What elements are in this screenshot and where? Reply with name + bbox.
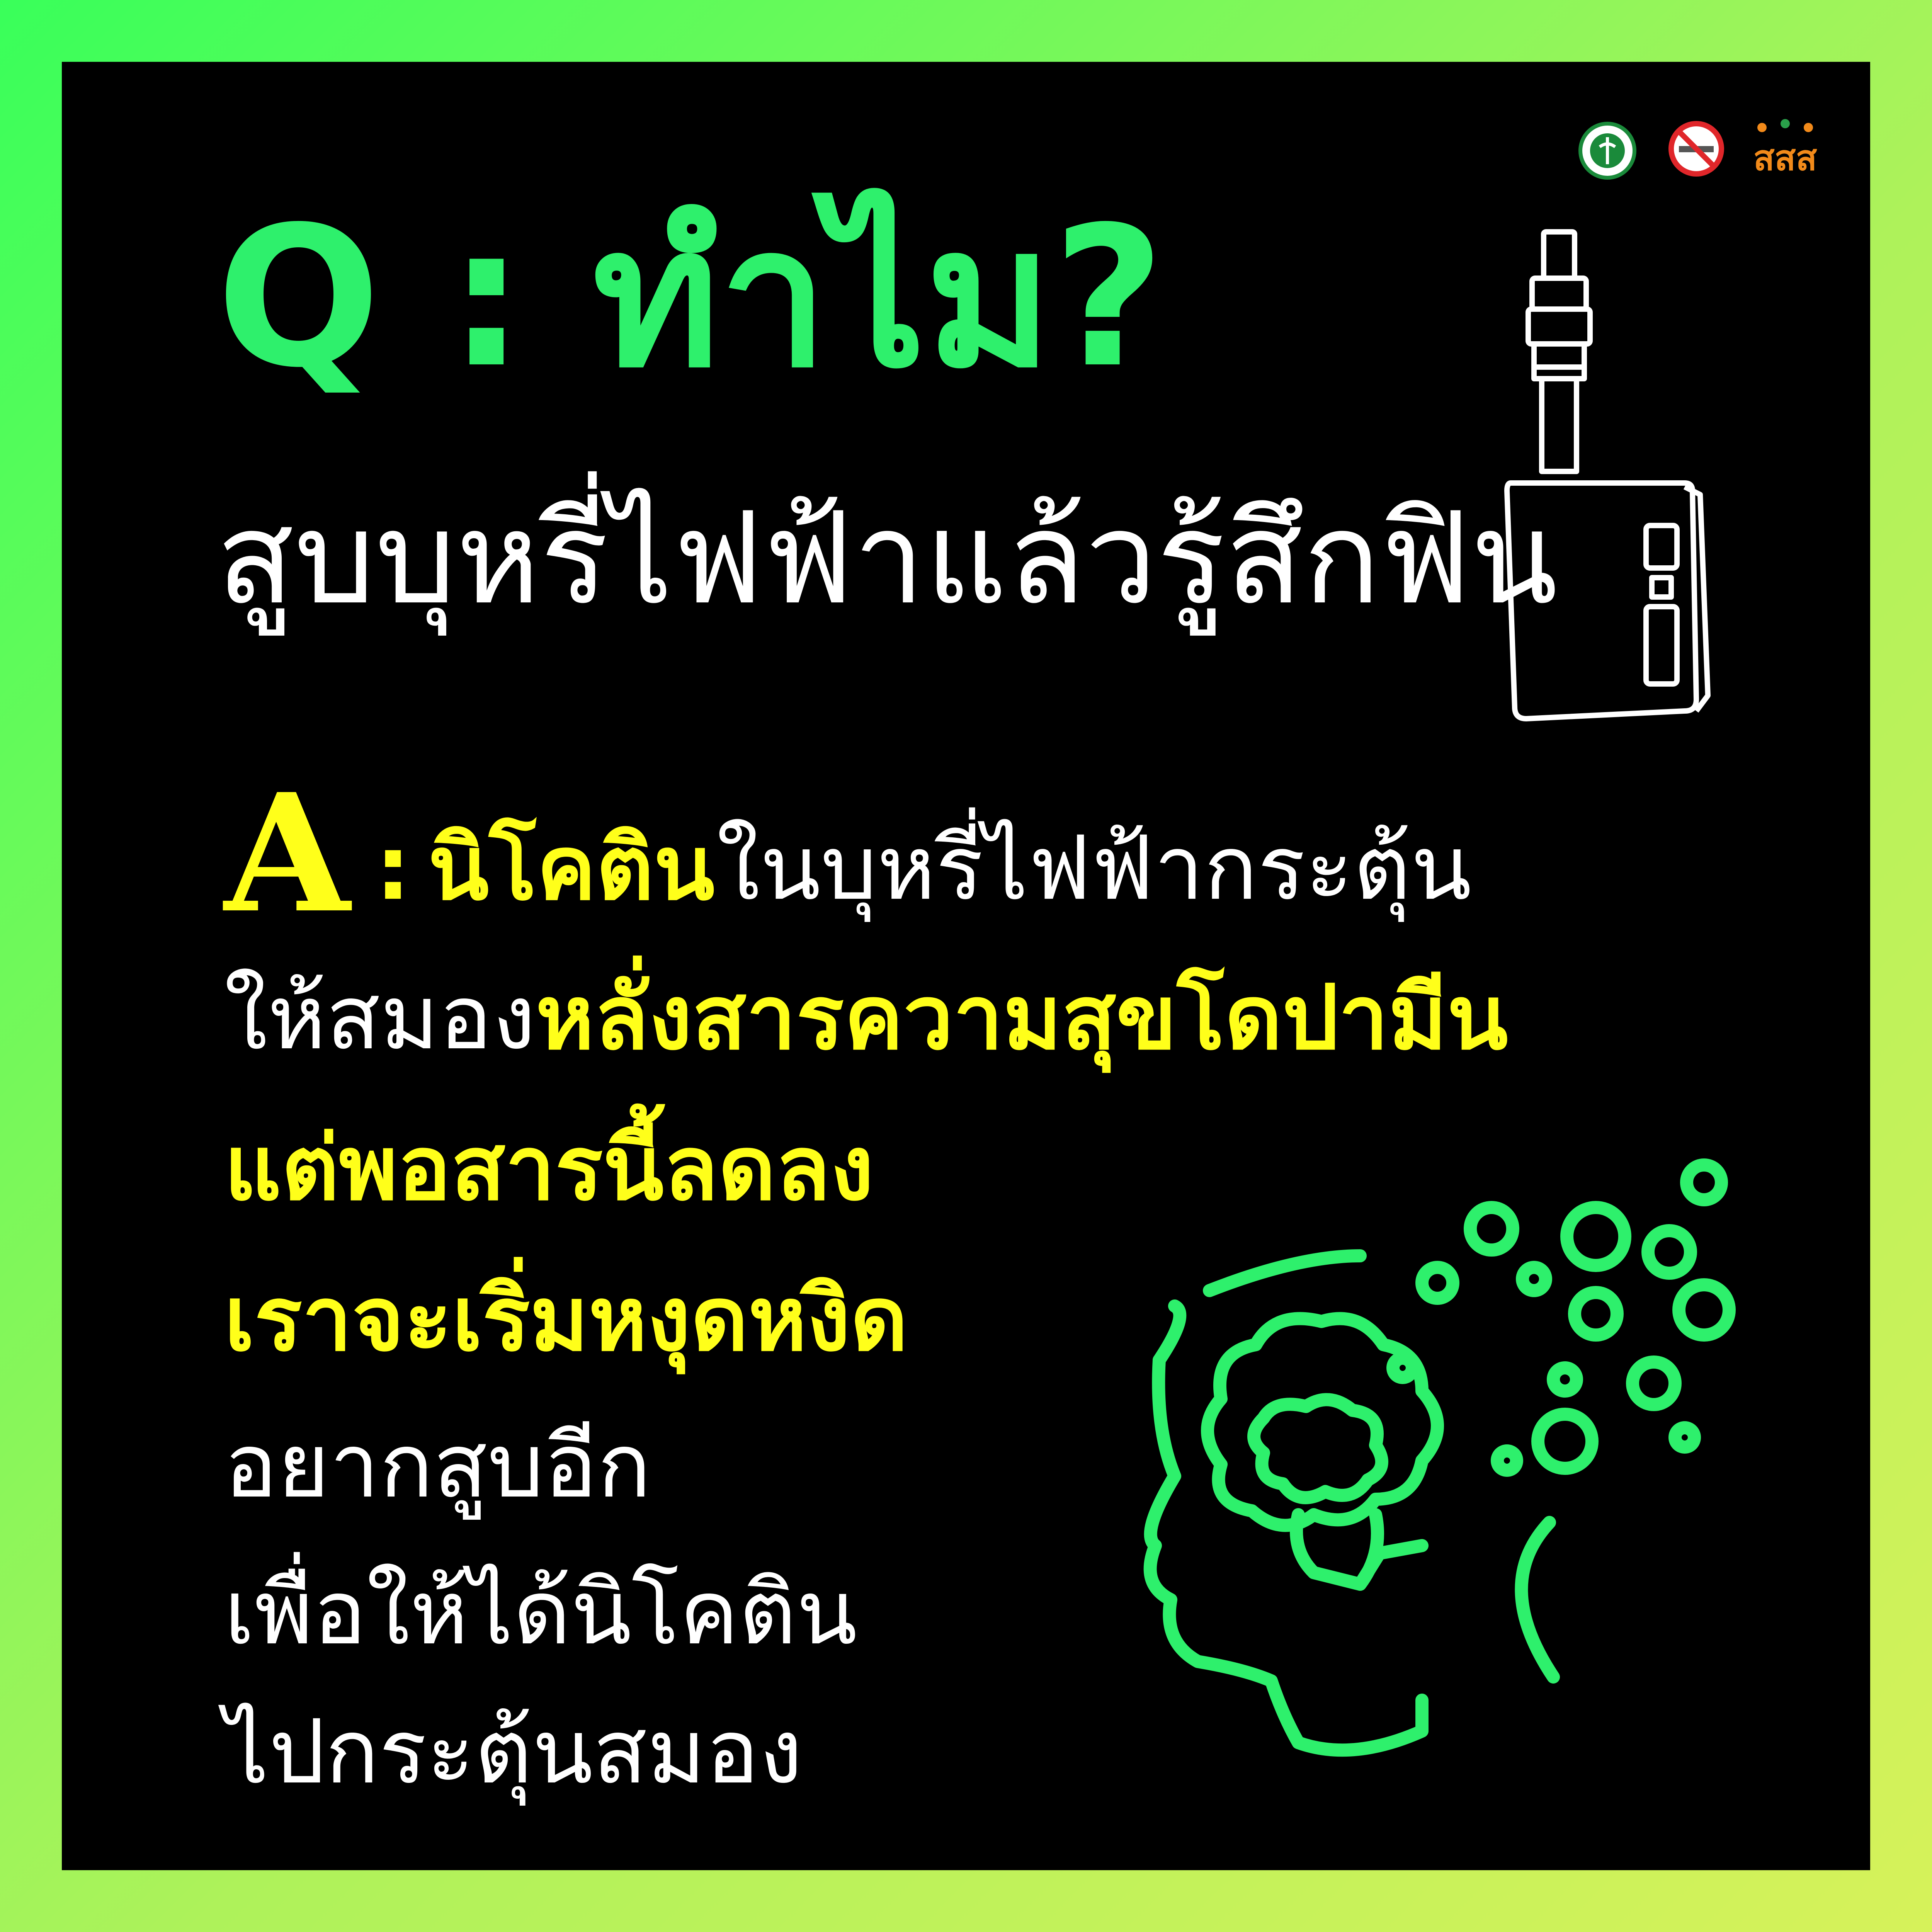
answer-line-6: เพื่อให้ได้นิโคติน <box>224 1561 857 1665</box>
answer-line1-rest: ในบุหรี่ไฟฟ้ากระตุ้น <box>716 817 1472 920</box>
question-title: Q : ทำไม? <box>216 185 1165 410</box>
thaihealth-logo-text: สสส <box>1753 138 1817 179</box>
answer-line-1 <box>224 759 1472 949</box>
answer-line-5: อยากสูบอีก <box>224 1415 651 1518</box>
answer-colon: : <box>375 817 411 920</box>
answer-line2-plain: ให้สมอง <box>224 966 536 1070</box>
head-brain-icon <box>1082 1128 1739 1785</box>
answer-nicotine-highlight: นิโคติน <box>428 817 715 920</box>
answer-line2-highlight: หลั่งสารความสุขโดปามีน <box>536 966 1508 1070</box>
answer-line-3: แต่พอสารนี้ลดลง <box>224 1117 874 1220</box>
thaihealth-logo <box>1747 116 1824 193</box>
answer-letter: A <box>224 759 350 949</box>
question-subtitle: สูบบุหรี่ไฟฟ้าแล้วรู้สึกฟิน <box>216 484 1558 633</box>
answer-line-2 <box>224 966 1508 1070</box>
answer-line-7: ไปกระตุ้นสมอง <box>224 1701 803 1804</box>
sponsor-logos <box>1569 116 1824 193</box>
ddc-emblem-logo <box>1569 116 1646 193</box>
vape-device-icon <box>1499 216 1731 757</box>
answer-line-4: เราจะเริ่มหงุดหงิด <box>224 1268 908 1371</box>
no-smoking-logo <box>1658 116 1735 193</box>
